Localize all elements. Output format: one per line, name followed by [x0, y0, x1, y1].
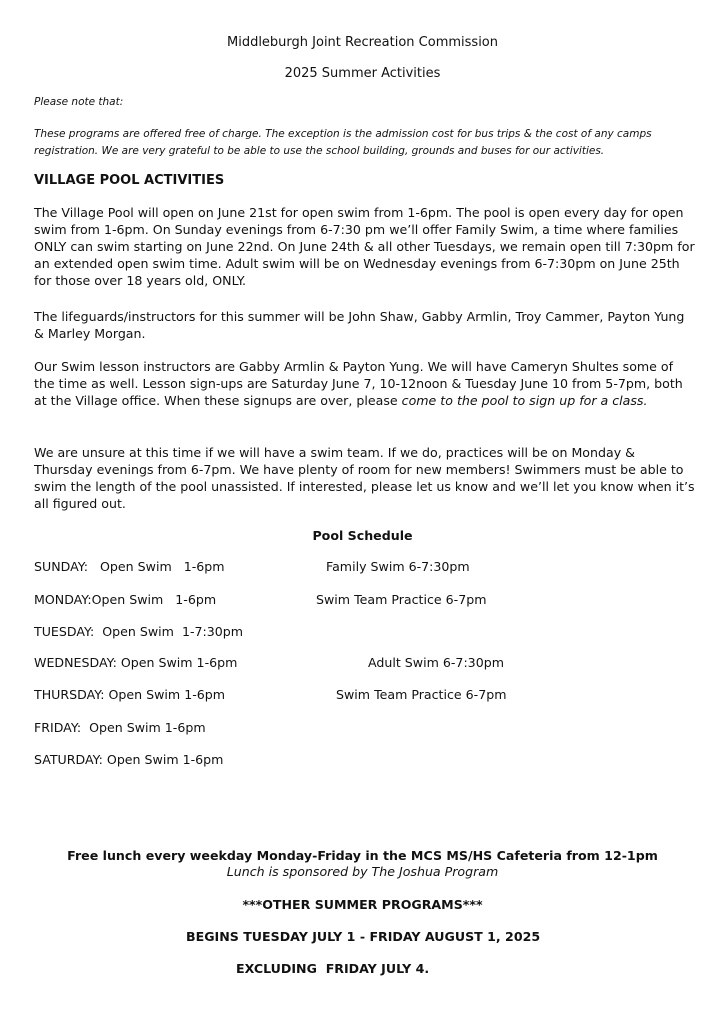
schedule-row-sunday: [0, 559, 725, 577]
lunch-notice: Free lunch every weekday Monday-Friday in the MCS MS/HS Cafeteria from 12-1pm: [67, 848, 658, 863]
schedule-extra: Adult Swim 6-7:30pm: [368, 655, 504, 670]
schedule-row-saturday: [0, 752, 725, 770]
schedule-row-tuesday: [0, 624, 725, 642]
schedule-day: SUNDAY: Open Swim 1-6pm: [34, 559, 225, 574]
schedule-day: WEDNESDAY: Open Swim 1-6pm: [34, 655, 238, 670]
programs-exclusion: EXCLUDING FRIDAY JULY 4.: [236, 961, 430, 976]
other-programs-heading: ***OTHER SUMMER PROGRAMS***: [242, 897, 483, 912]
pool-paragraph-lessons: [34, 358, 696, 409]
pool-paragraph-swim-team: We are unsure at this time if we will have a swim team. If we do, practices will be on Monday & Thursday evenings from 6-7pm. We have plenty of room for new members! Swimmers must be able to swim the length of the pool unassisted. If interested, please let us know and we’ll let you know when it’s all figured out.: [34, 445, 695, 511]
schedule-row-thursday: [0, 687, 725, 705]
schedule-day: MONDAY:Open Swim 1-6pm: [34, 592, 217, 607]
note-label: Please note that:: [34, 96, 124, 108]
schedule-row-friday: [0, 720, 725, 738]
schedule-day: TUESDAY: Open Swim 1-7:30pm: [34, 624, 244, 639]
schedule-day: SATURDAY: Open Swim 1-6pm: [34, 752, 224, 767]
schedule-day: THURSDAY: Open Swim 1-6pm: [34, 687, 226, 702]
programs-dates: BEGINS TUESDAY JULY 1 - FRIDAY AUGUST 1, 2025: [186, 929, 541, 944]
lessons-signup-note: come to the pool to sign up for a class.: [401, 393, 648, 408]
schedule-day: FRIDAY: Open Swim 1-6pm: [34, 720, 206, 735]
schedule-extra: Swim Team Practice 6-7pm: [336, 687, 507, 702]
pool-section-heading: VILLAGE POOL ACTIVITIES: [34, 173, 225, 188]
schedule-title: Pool Schedule: [312, 528, 413, 543]
lunch-sponsor: Lunch is sponsored by The Joshua Program: [226, 864, 499, 879]
schedule-extra: Swim Team Practice 6-7pm: [316, 592, 487, 607]
schedule-row-monday: [0, 592, 725, 610]
pool-paragraph-lifeguards: The lifeguards/instructors for this summer will be John Shaw, Gabby Armlin, Troy Cammer, Payton Yung & Marley Morgan.: [34, 309, 685, 341]
lessons-text: Our Swim lesson instructors are Gabby Armlin & Payton Yung. We will have Cameryn Shultes some of the time as well. Lesson sign-ups are Saturday June 7, 10-12noon & Tuesday June 10 from 5-7pm, both at the Village office. When these signups are over, please: [34, 359, 683, 408]
note-text: These programs are offered free of charge. The exception is the admission cost for bus trips & the cost of any camps registration. We are very grateful to be able to use the school building, grounds and buses for our activities.: [34, 128, 652, 157]
document-subtitle: 2025 Summer Activities: [284, 66, 441, 81]
document-title: Middleburgh Joint Recreation Commission: [226, 35, 498, 50]
schedule-extra: Family Swim 6-7:30pm: [326, 559, 470, 574]
schedule-row-wednesday: [0, 655, 725, 673]
pool-paragraph-opening: The Village Pool will open on June 21st for open swim from 1-6pm. The pool is open every day for open swim from 1-6pm. On Sunday evenings from 6-7:30 pm we’ll offer Family Swim, a time where families ONLY can swim starting on June 22nd. On June 24th & all other Tuesdays, we remain open till 7:30pm for an extended open swim time. Adult swim will be on Wednesday evenings from 6-7:30pm on June 25th for those over 18 years old, ONLY.: [34, 205, 695, 288]
